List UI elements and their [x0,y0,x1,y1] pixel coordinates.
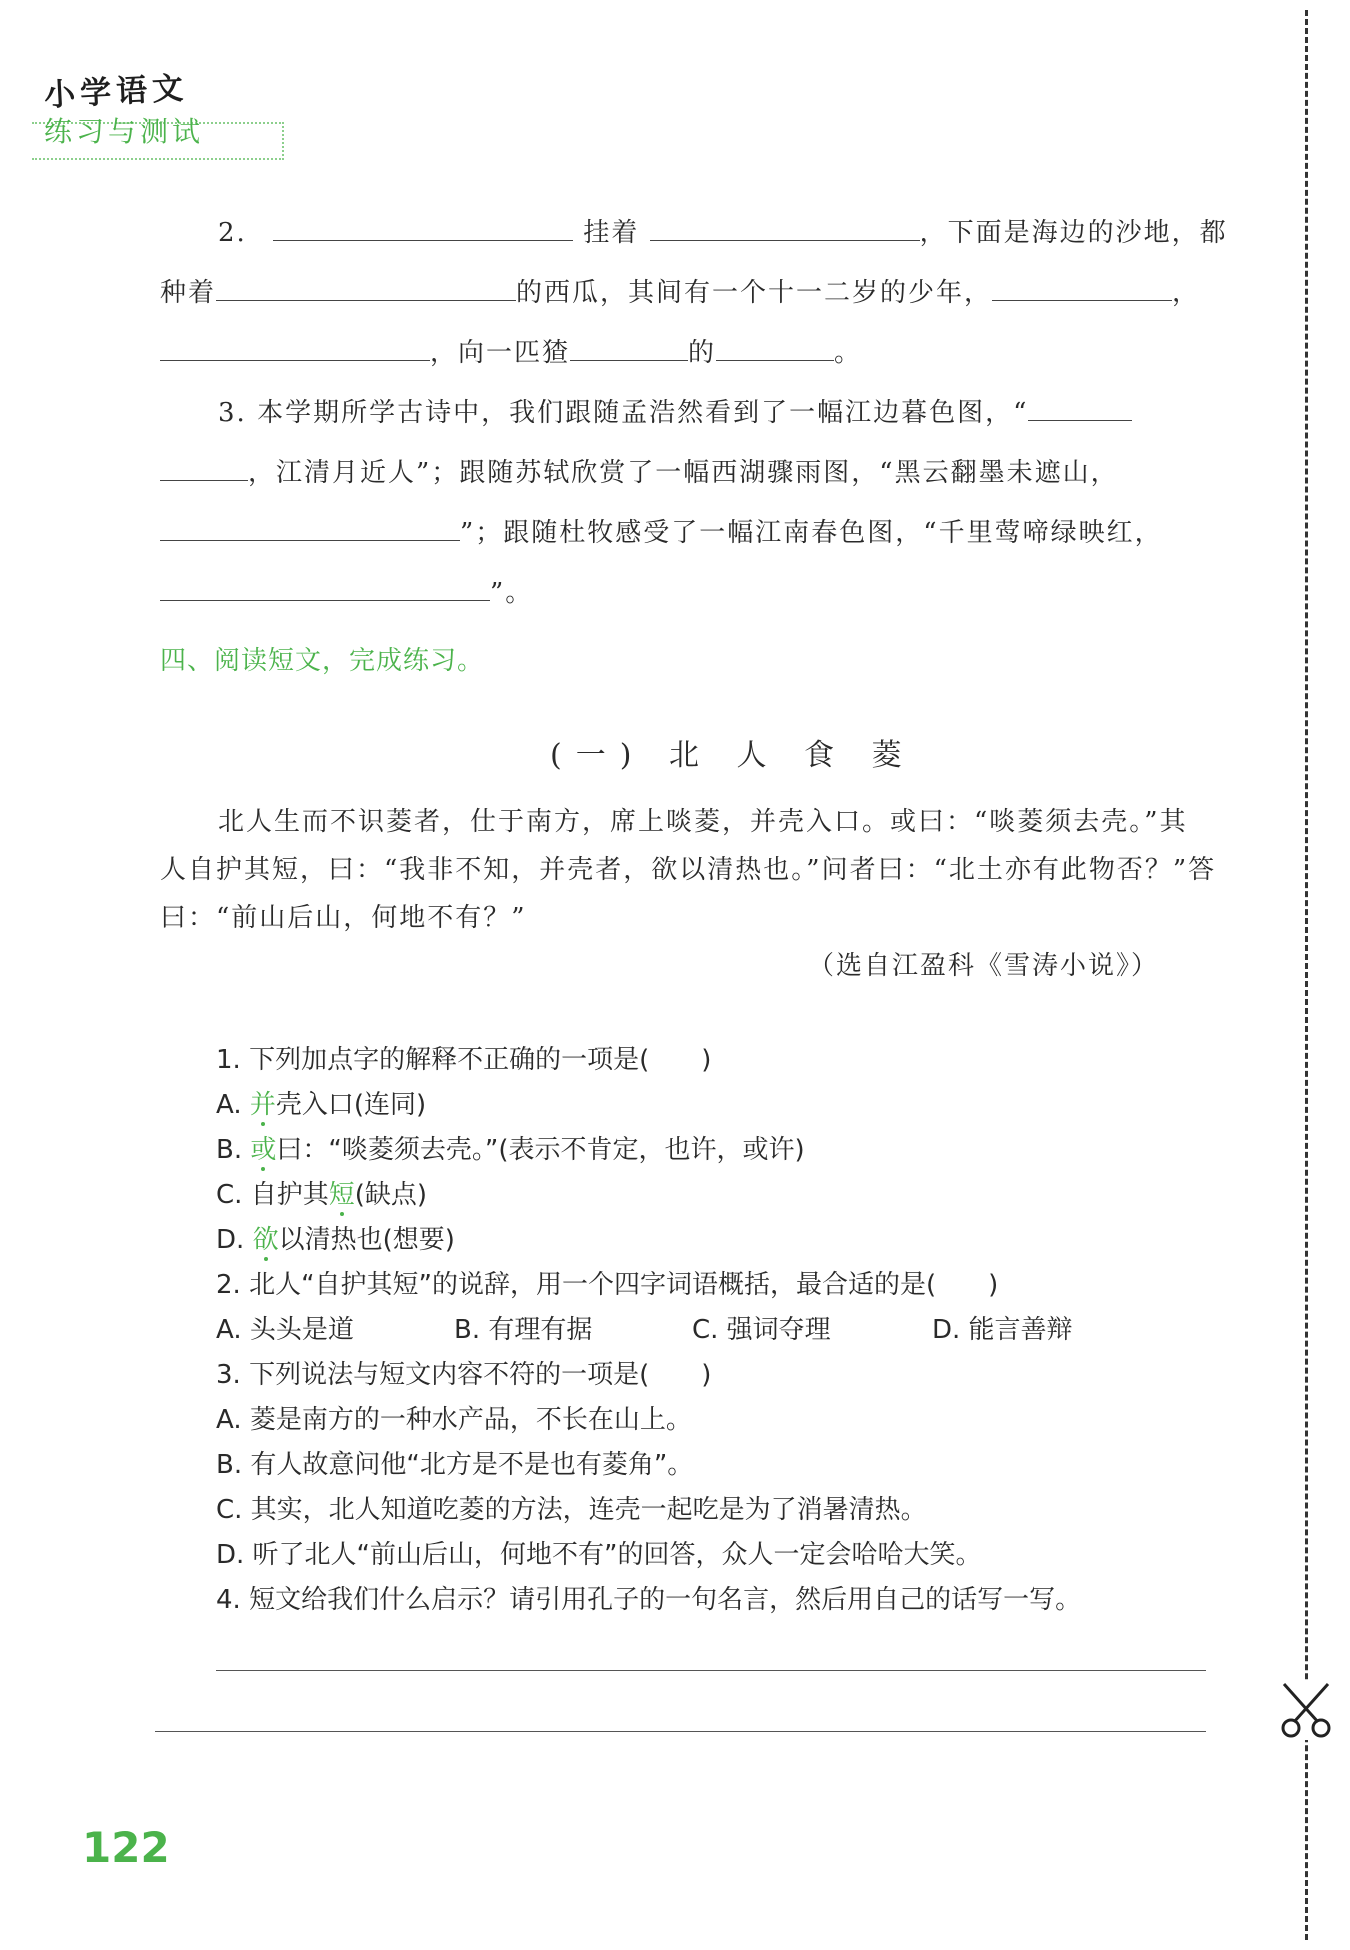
q2-blank-1[interactable] [273,212,573,241]
q2-text-2a: 种着 [160,278,217,308]
q2-text-3a: ，向一匹猹 [430,338,571,368]
cut-line [1305,10,1308,1940]
q2-text-3b: 的 [688,338,717,368]
question-2-options [216,1310,1073,1350]
option-label: B. [216,1135,243,1165]
q3-line-2 [160,452,1119,493]
option-text-pre: 自护其 [250,1180,329,1210]
book-subtitle: 练习与测试 [44,115,205,148]
q3-text-2: ，江清月近人”；跟随苏轼欣赏了一幅西湖骤雨图，“黑云翻墨未遮山， [248,458,1119,488]
book-title: 小学语文 [43,70,190,114]
question-1-option-a[interactable] [216,1085,426,1125]
option-text: 壳入口(连同) [275,1090,427,1120]
question-2-option-c[interactable]: C. 强词夺理 [692,1315,831,1345]
q2-line-1 [218,212,1228,253]
q2-number: 2. [218,218,247,248]
q2-blank-3[interactable] [216,272,516,301]
q2-text-2b: 的西瓜，其间有一个十一二岁的少年， [516,278,993,308]
q2-blank-4[interactable] [992,272,1172,301]
q2-line-3 [160,332,862,373]
scissors-icon [1278,1680,1334,1740]
q2-text-2c: ， [1172,278,1201,308]
q3-line-1 [218,392,1132,433]
option-label: A. [216,1090,242,1120]
question-2-stem: 2. 北人“自护其短”的说辞，用一个四字词语概括，最合适的是( ) [216,1270,999,1300]
option-label: C. [216,1180,243,1210]
question-4-stem: 4. 短文给我们什么启示？请引用孔子的一句名言，然后用自己的话写一写。 [216,1585,1082,1615]
question-1-option-b[interactable] [216,1130,805,1170]
question-1-stem: 1. 下列加点字的解释不正确的一项是( ) [216,1045,712,1075]
dotted-char: 欲 [252,1225,279,1255]
passage-title: (一) 北 人 食 菱 [550,738,916,773]
q3-line-4 [160,572,533,613]
q3-text-3: ”；跟随杜牧感受了一幅江南春色图，“千里莺啼绿映红， [460,518,1163,548]
q2-blank-7[interactable] [716,332,834,361]
q3-blank-1[interactable] [1028,392,1132,421]
question-2-option-b[interactable]: B. 有理有据 [454,1315,593,1345]
dotted-char: 短 [328,1180,355,1210]
passage-line-3: 曰：“前山后山，何地不有？” [160,903,527,933]
question-3-option-b[interactable]: B. 有人故意问他“北方是不是也有菱角”。 [216,1450,694,1480]
question-2-option-d[interactable]: D. 能言善辩 [932,1315,1073,1345]
q3-blank-1-cont[interactable] [160,452,248,481]
q3-text-4: ”。 [490,578,534,608]
q3-blank-2[interactable] [160,512,460,541]
option-text: (缺点) [354,1180,428,1210]
answer-line-2[interactable] [155,1731,1206,1732]
answer-line-1[interactable] [216,1670,1206,1671]
option-text: 以清热也(想要) [278,1225,455,1255]
q3-blank-3[interactable] [160,572,490,601]
q2-blank-2[interactable] [650,212,920,241]
q2-text-3c: 。 [834,338,863,368]
q2-blank-5[interactable] [160,332,430,361]
q2-line-2 [160,272,1200,313]
question-1-option-d[interactable] [216,1220,455,1260]
passage-line-2: 人自护其短，曰：“我非不知，并壳者，欲以清热也。”问者曰：“北土亦有此物否？”答 [160,855,1217,885]
question-3-option-c[interactable]: C. 其实，北人知道吃菱的方法，连壳一起吃是为了消暑清热。 [216,1495,927,1525]
passage-line-1: 北人生而不识菱者，仕于南方，席上啖菱，并壳入口。或曰：“啖菱须去壳。”其 [218,807,1188,837]
q3-text-1: 3. 本学期所学古诗中，我们跟随孟浩然看到了一幅江边暮色图，“ [218,398,1029,428]
dotted-char: 并 [249,1090,276,1120]
option-text: 曰：“啖菱须去壳。”(表示不肯定，也许，或许) [276,1135,805,1165]
dotted-char: 或 [250,1135,277,1165]
q3-line-3 [160,512,1163,553]
section-heading: 四、阅读短文，完成练习。 [160,646,485,676]
question-3-stem: 3. 下列说法与短文内容不符的一项是( ) [216,1360,712,1390]
passage-source: （选自江盈科《雪涛小说》） [808,951,1160,981]
question-3-option-d[interactable]: D. 听了北人“前山后山，何地不有”的回答，众人一定会哈哈大笑。 [216,1540,982,1570]
question-3-option-a[interactable]: A. 菱是南方的一种水产品，不长在山上。 [216,1405,692,1435]
option-label: D. [216,1225,245,1255]
q2-text-1b: ，下面是海边的沙地，都 [919,218,1228,248]
question-1-option-c[interactable] [216,1175,427,1215]
q2-text-1a: 挂着 [583,218,640,248]
question-2-option-a[interactable]: A. 头头是道 [216,1315,354,1345]
page-number: 122 [82,1823,170,1872]
q2-blank-6[interactable] [570,332,688,361]
